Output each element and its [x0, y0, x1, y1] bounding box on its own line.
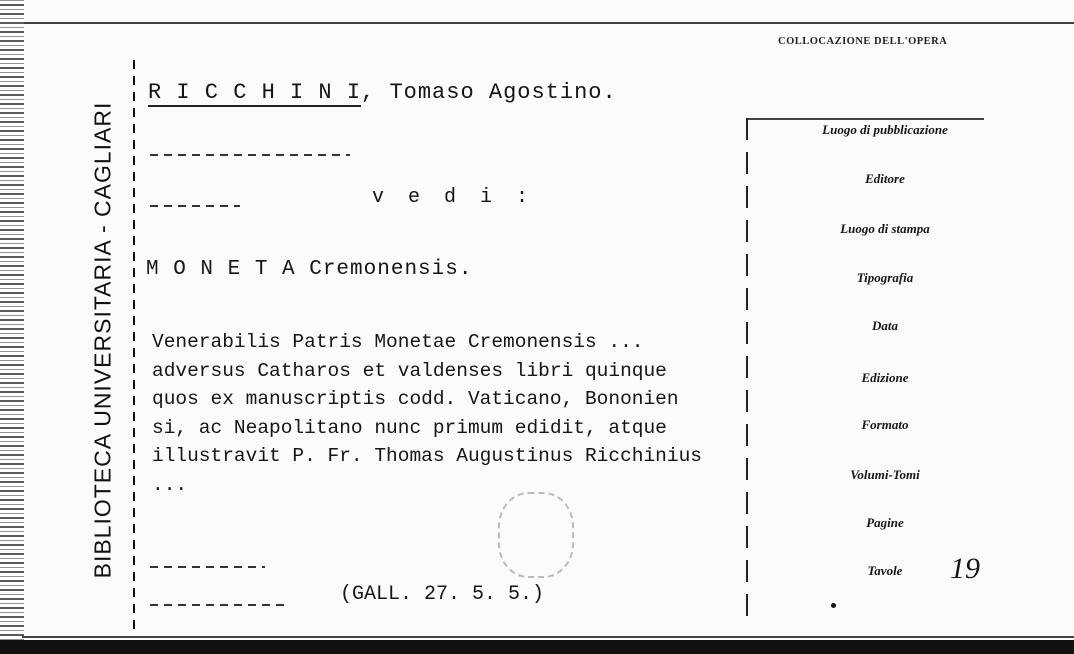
cross-reference: M O N E T A Cremonensis.	[146, 258, 473, 281]
blank-line	[150, 205, 240, 207]
field-label: Tipografia	[856, 270, 914, 285]
field-label: Formato	[861, 417, 909, 432]
author-surname: R I C C H I N I	[148, 80, 362, 105]
fields-top-rule	[746, 118, 984, 120]
author-rest: , Tomaso Agostino.	[361, 80, 617, 105]
ink-dot	[831, 603, 836, 608]
see-reference: v e d i :	[372, 186, 535, 209]
blank-line	[150, 154, 350, 156]
shelfmark: (GALL. 27. 5. 5.)	[340, 583, 545, 606]
blank-line	[150, 604, 290, 606]
description-line: quos ex manuscriptis codd. Vaticano, Bononien	[152, 388, 679, 410]
collocation-title: COLLOCAZIONE DELL'OPERA	[778, 36, 948, 47]
field-label: Pagine	[866, 515, 904, 530]
description-line: illustravit P. Fr. Thomas Augustinus Ricchinius	[152, 445, 702, 467]
field-label: Volumi-Tomi	[850, 467, 920, 482]
punched-edge	[0, 0, 24, 654]
description-line: adversus Catharos et valdenses libri quinque	[152, 359, 667, 382]
description-line: si, ac Neapolitano nunc primum edidit, atque	[152, 416, 667, 439]
field-label: Data	[872, 318, 898, 333]
field-label: Luogo di stampa	[840, 221, 930, 236]
title-description	[152, 328, 702, 499]
field-label: Editore	[865, 171, 905, 186]
handwritten-note: 19	[950, 552, 980, 585]
library-stamp: BIBLIOTECA UNIVERSITARIA - CAGLIARI	[89, 101, 116, 579]
field-label: Tavole	[867, 563, 903, 578]
description-line: Venerabilis Patris Monetae Cremonensis ...	[152, 331, 644, 353]
left-divider	[133, 60, 135, 635]
ink-stamp	[498, 492, 574, 578]
top-border	[24, 22, 1074, 24]
field-label: Edizione	[861, 370, 909, 385]
blank-line	[150, 566, 265, 568]
bottom-border-line	[22, 636, 1074, 638]
field-label: Luogo di pubblicazione	[822, 122, 948, 137]
bottom-border	[0, 640, 1074, 654]
description-line: ...	[152, 473, 188, 496]
author-heading	[148, 80, 617, 105]
fields-divider	[746, 118, 748, 628]
